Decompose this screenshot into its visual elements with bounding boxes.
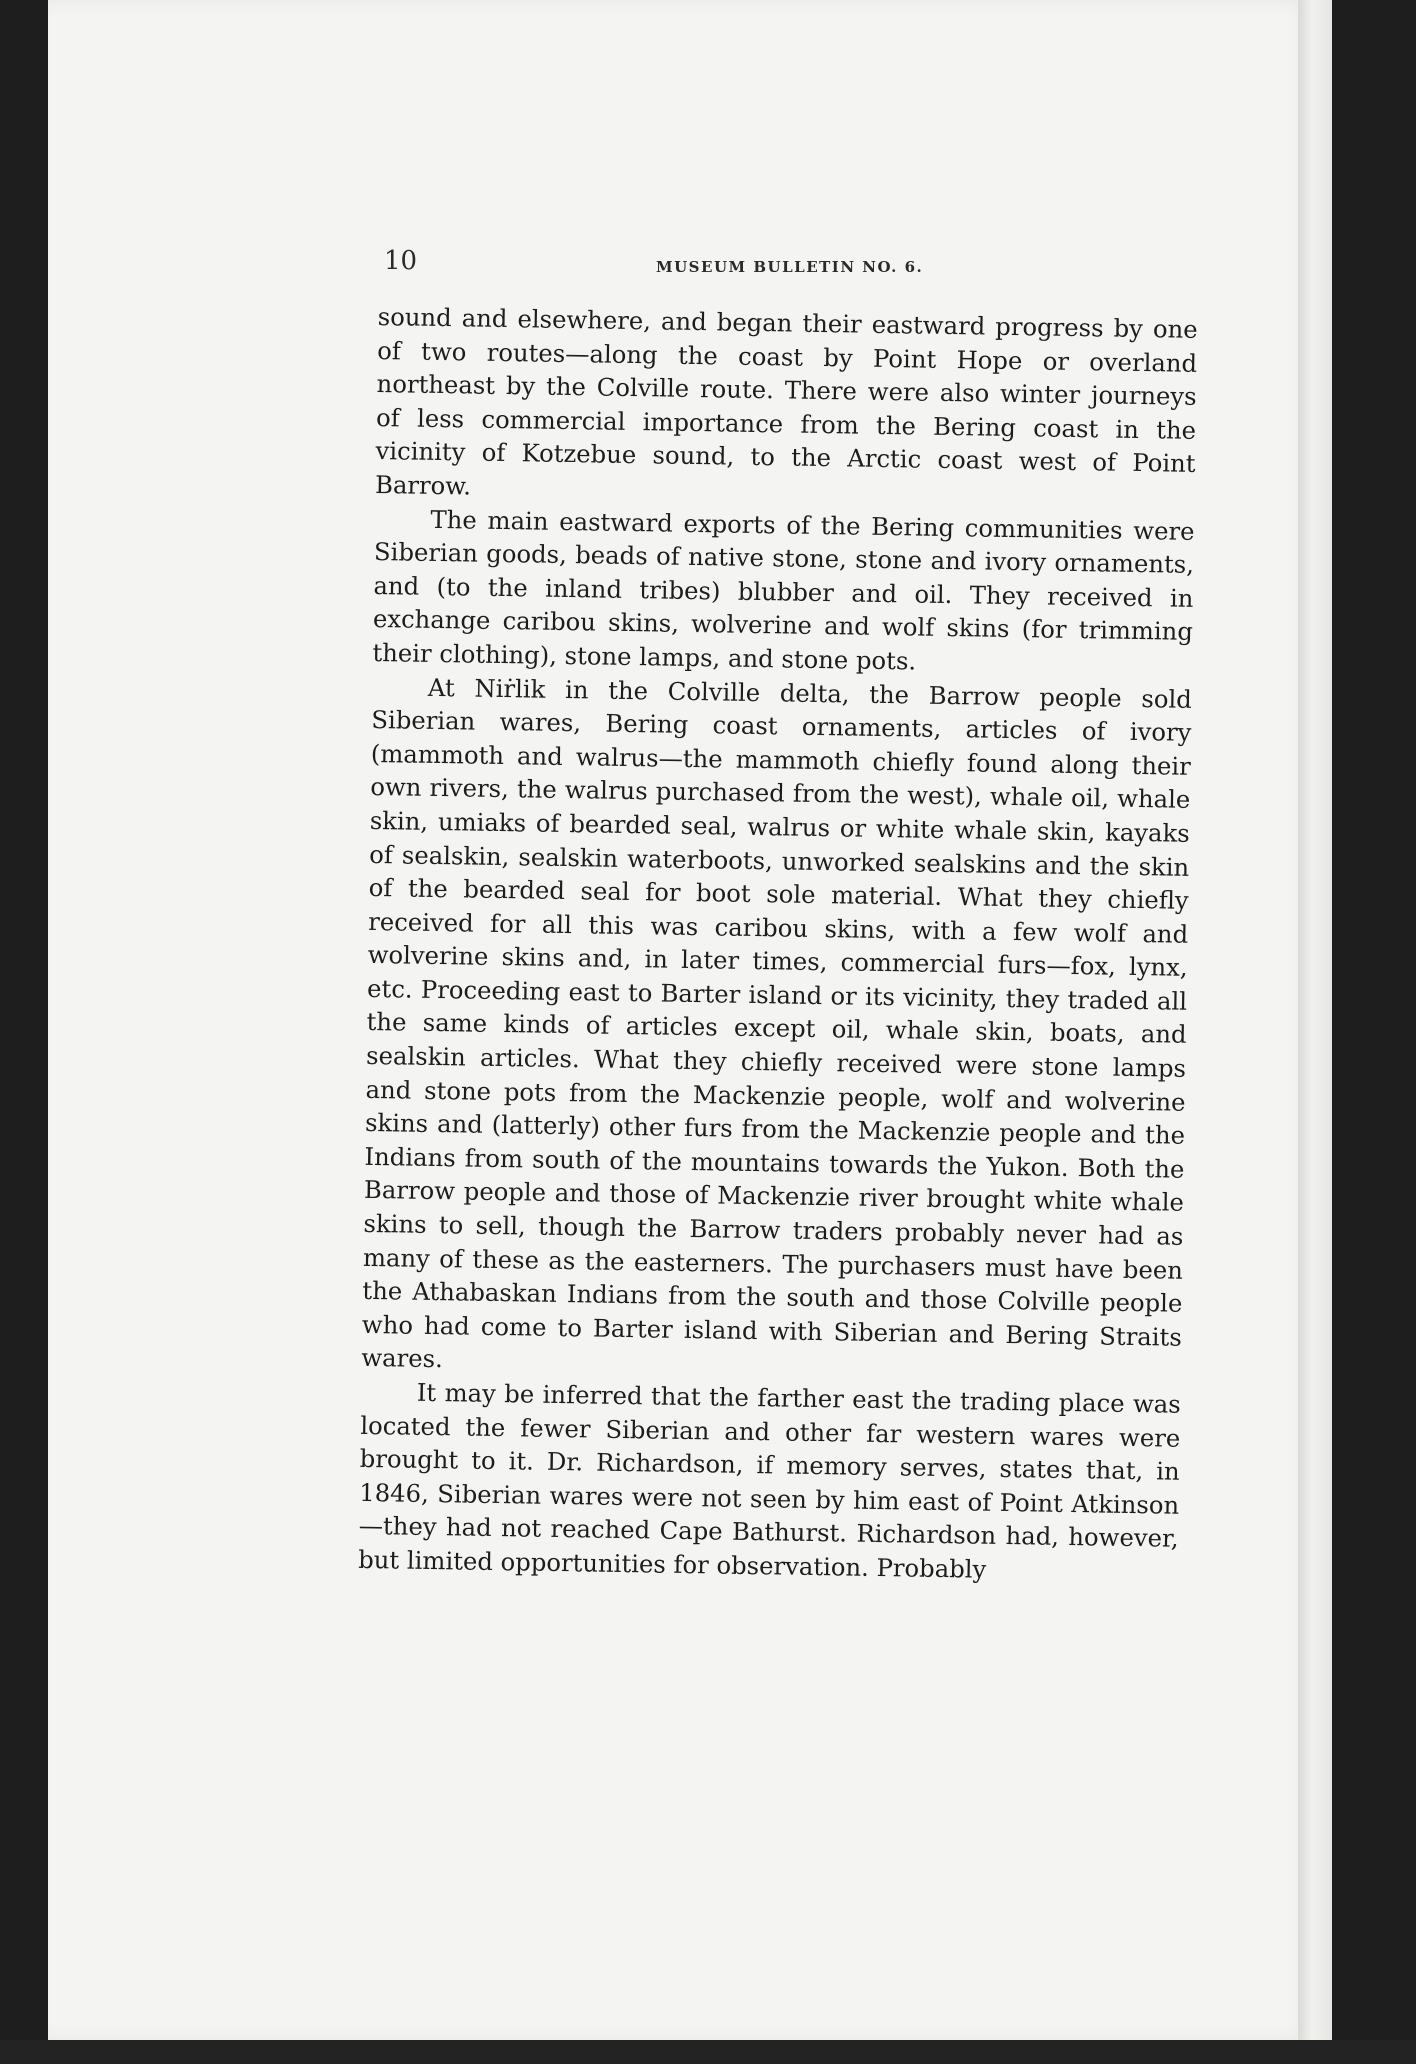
body-text	[358, 300, 1198, 1589]
scan-border	[0, 2040, 1416, 2064]
paragraph: At Niṙlik in the Colville delta, the Barrow people sold Siberian wares, Bering coast ornaments, articles of ivory (mammoth and walrus—the mammoth chiefly found along their own rivers, the walrus purchased from the west), whale oil, whale skin, umiaks of bearded seal, walrus or white whale skin, kayaks of sealskin, sealskin waterboots, unworked sealskins and the skin of the bearded seal for boot sole material. What they chiefly received for all this was caribou skins, with a few wolf and wolverine skins and, in later times, commercial furs—fox, lynx, etc. Proceeding east to Barter island or its vicinity, they traded all the same kinds of articles except oil, whale skin, boats, and sealskin articles. What they chiefly received were stone lamps and stone pots from the Mackenzie people, wolf and wolverine skins and (latterly) other furs from the Mackenzie people and the Indians from south of the mountains towards the Yukon. Both the Barrow people and those of Mackenzie river brought white whale skins to sell, though the Barrow traders probably never had as many of these as the easterners. The purchasers must have been the Athabaskan Indians from the south and those Colville people who had come to Barter island with Siberian and Bering Straits wares.	[361, 672, 1193, 1374]
running-head: MUSEUM BULLETIN NO. 6.	[656, 258, 924, 276]
paragraph: It may be inferred that the farther east the trading place was located the fewer Siberian and other far western wares were brought to it. Dr. Richardson, if memory serves, states that, in 1846, Siberian wares were not seen by him east of Point Atkinson—they had not reached Cape Bathurst. Richardson had, however, but limited opportunities for observation. Probably	[357, 1377, 1181, 1584]
paragraph: The main eastward exports of the Bering communities were Siberian goods, beads of native stone, stone and ivory ornaments, and (to the inland tribes) blubber and oil. They received in exchange caribou skins, wolverine and wolf skins (for trimming their clothing), stone lamps, and stone pots.	[372, 504, 1195, 676]
page-number: 10	[384, 246, 418, 276]
page-edge	[1298, 0, 1332, 2040]
page-header	[384, 246, 944, 286]
paragraph: sound and elsewhere, and began their eastward progress by one of two routes—along the coast by Point Hope or overland northeast by the Colville route. There were also winter journeys of less commercial importance from the Bering coast in the vicinity of Kotzebue sound, to the Arctic coast west of Point Barrow.	[374, 301, 1198, 501]
